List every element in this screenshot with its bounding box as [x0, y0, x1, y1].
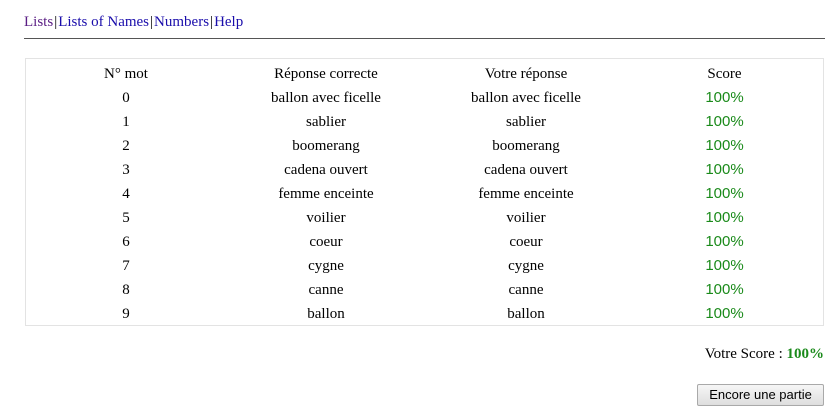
cell-number: 3 — [122, 162, 130, 178]
table-row — [26, 86, 823, 110]
results-body — [26, 86, 823, 326]
nav-separator: | — [210, 14, 214, 30]
table-row — [26, 134, 823, 158]
column-header-score: Score — [707, 66, 742, 82]
cell-score: 100% — [705, 233, 744, 250]
nav-link-lists[interactable]: Lists — [24, 14, 54, 30]
table-row — [26, 182, 823, 206]
table-row — [26, 278, 823, 302]
header-divider — [24, 38, 825, 39]
cell-score: 100% — [705, 257, 744, 274]
results-panel — [25, 58, 824, 326]
cell-score: 100% — [705, 161, 744, 178]
cell-score: 100% — [705, 89, 744, 106]
cell-your-answer: boomerang — [492, 138, 560, 154]
cell-correct-answer: femme enceinte — [278, 186, 374, 202]
cell-score: 100% — [705, 185, 744, 202]
cell-your-answer: cadena ouvert — [484, 162, 568, 178]
play-again-button[interactable]: Encore une partie — [697, 384, 824, 406]
cell-correct-answer: coeur — [309, 234, 343, 250]
cell-your-answer: femme enceinte — [478, 186, 574, 202]
nav-link-lists-of-names[interactable]: Lists of Names — [58, 14, 150, 30]
cell-correct-answer: boomerang — [292, 138, 360, 154]
cell-number: 2 — [122, 138, 130, 154]
total-score-label: Votre Score : — [704, 346, 783, 362]
cell-your-answer: sablier — [506, 114, 546, 130]
cell-correct-answer: voilier — [306, 210, 346, 226]
cell-number: 0 — [122, 90, 130, 106]
cell-number: 5 — [122, 210, 130, 226]
cell-number: 1 — [122, 114, 130, 130]
column-header-number: N° mot — [104, 66, 148, 82]
cell-score: 100% — [705, 209, 744, 226]
nav-link-help[interactable]: Help — [214, 14, 244, 30]
nav-link-numbers[interactable]: Numbers — [154, 14, 210, 30]
nav-separator: | — [54, 14, 58, 30]
cell-your-answer: ballon — [507, 306, 545, 322]
cell-score: 100% — [705, 137, 744, 154]
results-table — [26, 62, 823, 326]
table-header-row — [26, 62, 823, 86]
cell-correct-answer: cygne — [308, 258, 344, 274]
table-row — [26, 302, 823, 326]
cell-your-answer: voilier — [506, 210, 546, 226]
table-row — [26, 206, 823, 230]
cell-number: 9 — [122, 306, 130, 322]
total-score-value: 100% — [786, 346, 824, 362]
nav-separator: | — [150, 14, 154, 30]
cell-number: 6 — [122, 234, 130, 250]
cell-your-answer: coeur — [509, 234, 543, 250]
table-row — [26, 110, 823, 134]
cell-your-answer: ballon avec ficelle — [471, 90, 581, 106]
top-nav — [24, 12, 243, 32]
cell-score: 100% — [705, 113, 744, 130]
cell-score: 100% — [705, 305, 744, 322]
cell-score: 100% — [705, 281, 744, 298]
cell-number: 7 — [122, 258, 130, 274]
table-row — [26, 254, 823, 278]
cell-number: 8 — [122, 282, 130, 298]
cell-correct-answer: canne — [308, 282, 344, 298]
cell-number: 4 — [122, 186, 130, 202]
cell-correct-answer: ballon — [307, 306, 345, 322]
cell-your-answer: canne — [508, 282, 544, 298]
table-row — [26, 158, 823, 182]
cell-correct-answer: cadena ouvert — [284, 162, 368, 178]
total-score — [705, 344, 824, 364]
cell-your-answer: cygne — [508, 258, 544, 274]
column-header-your-answer: Votre réponse — [484, 66, 568, 82]
cell-correct-answer: sablier — [306, 114, 346, 130]
column-header-correct-answer: Réponse correcte — [274, 66, 378, 82]
table-row — [26, 230, 823, 254]
cell-correct-answer: ballon avec ficelle — [271, 90, 381, 106]
